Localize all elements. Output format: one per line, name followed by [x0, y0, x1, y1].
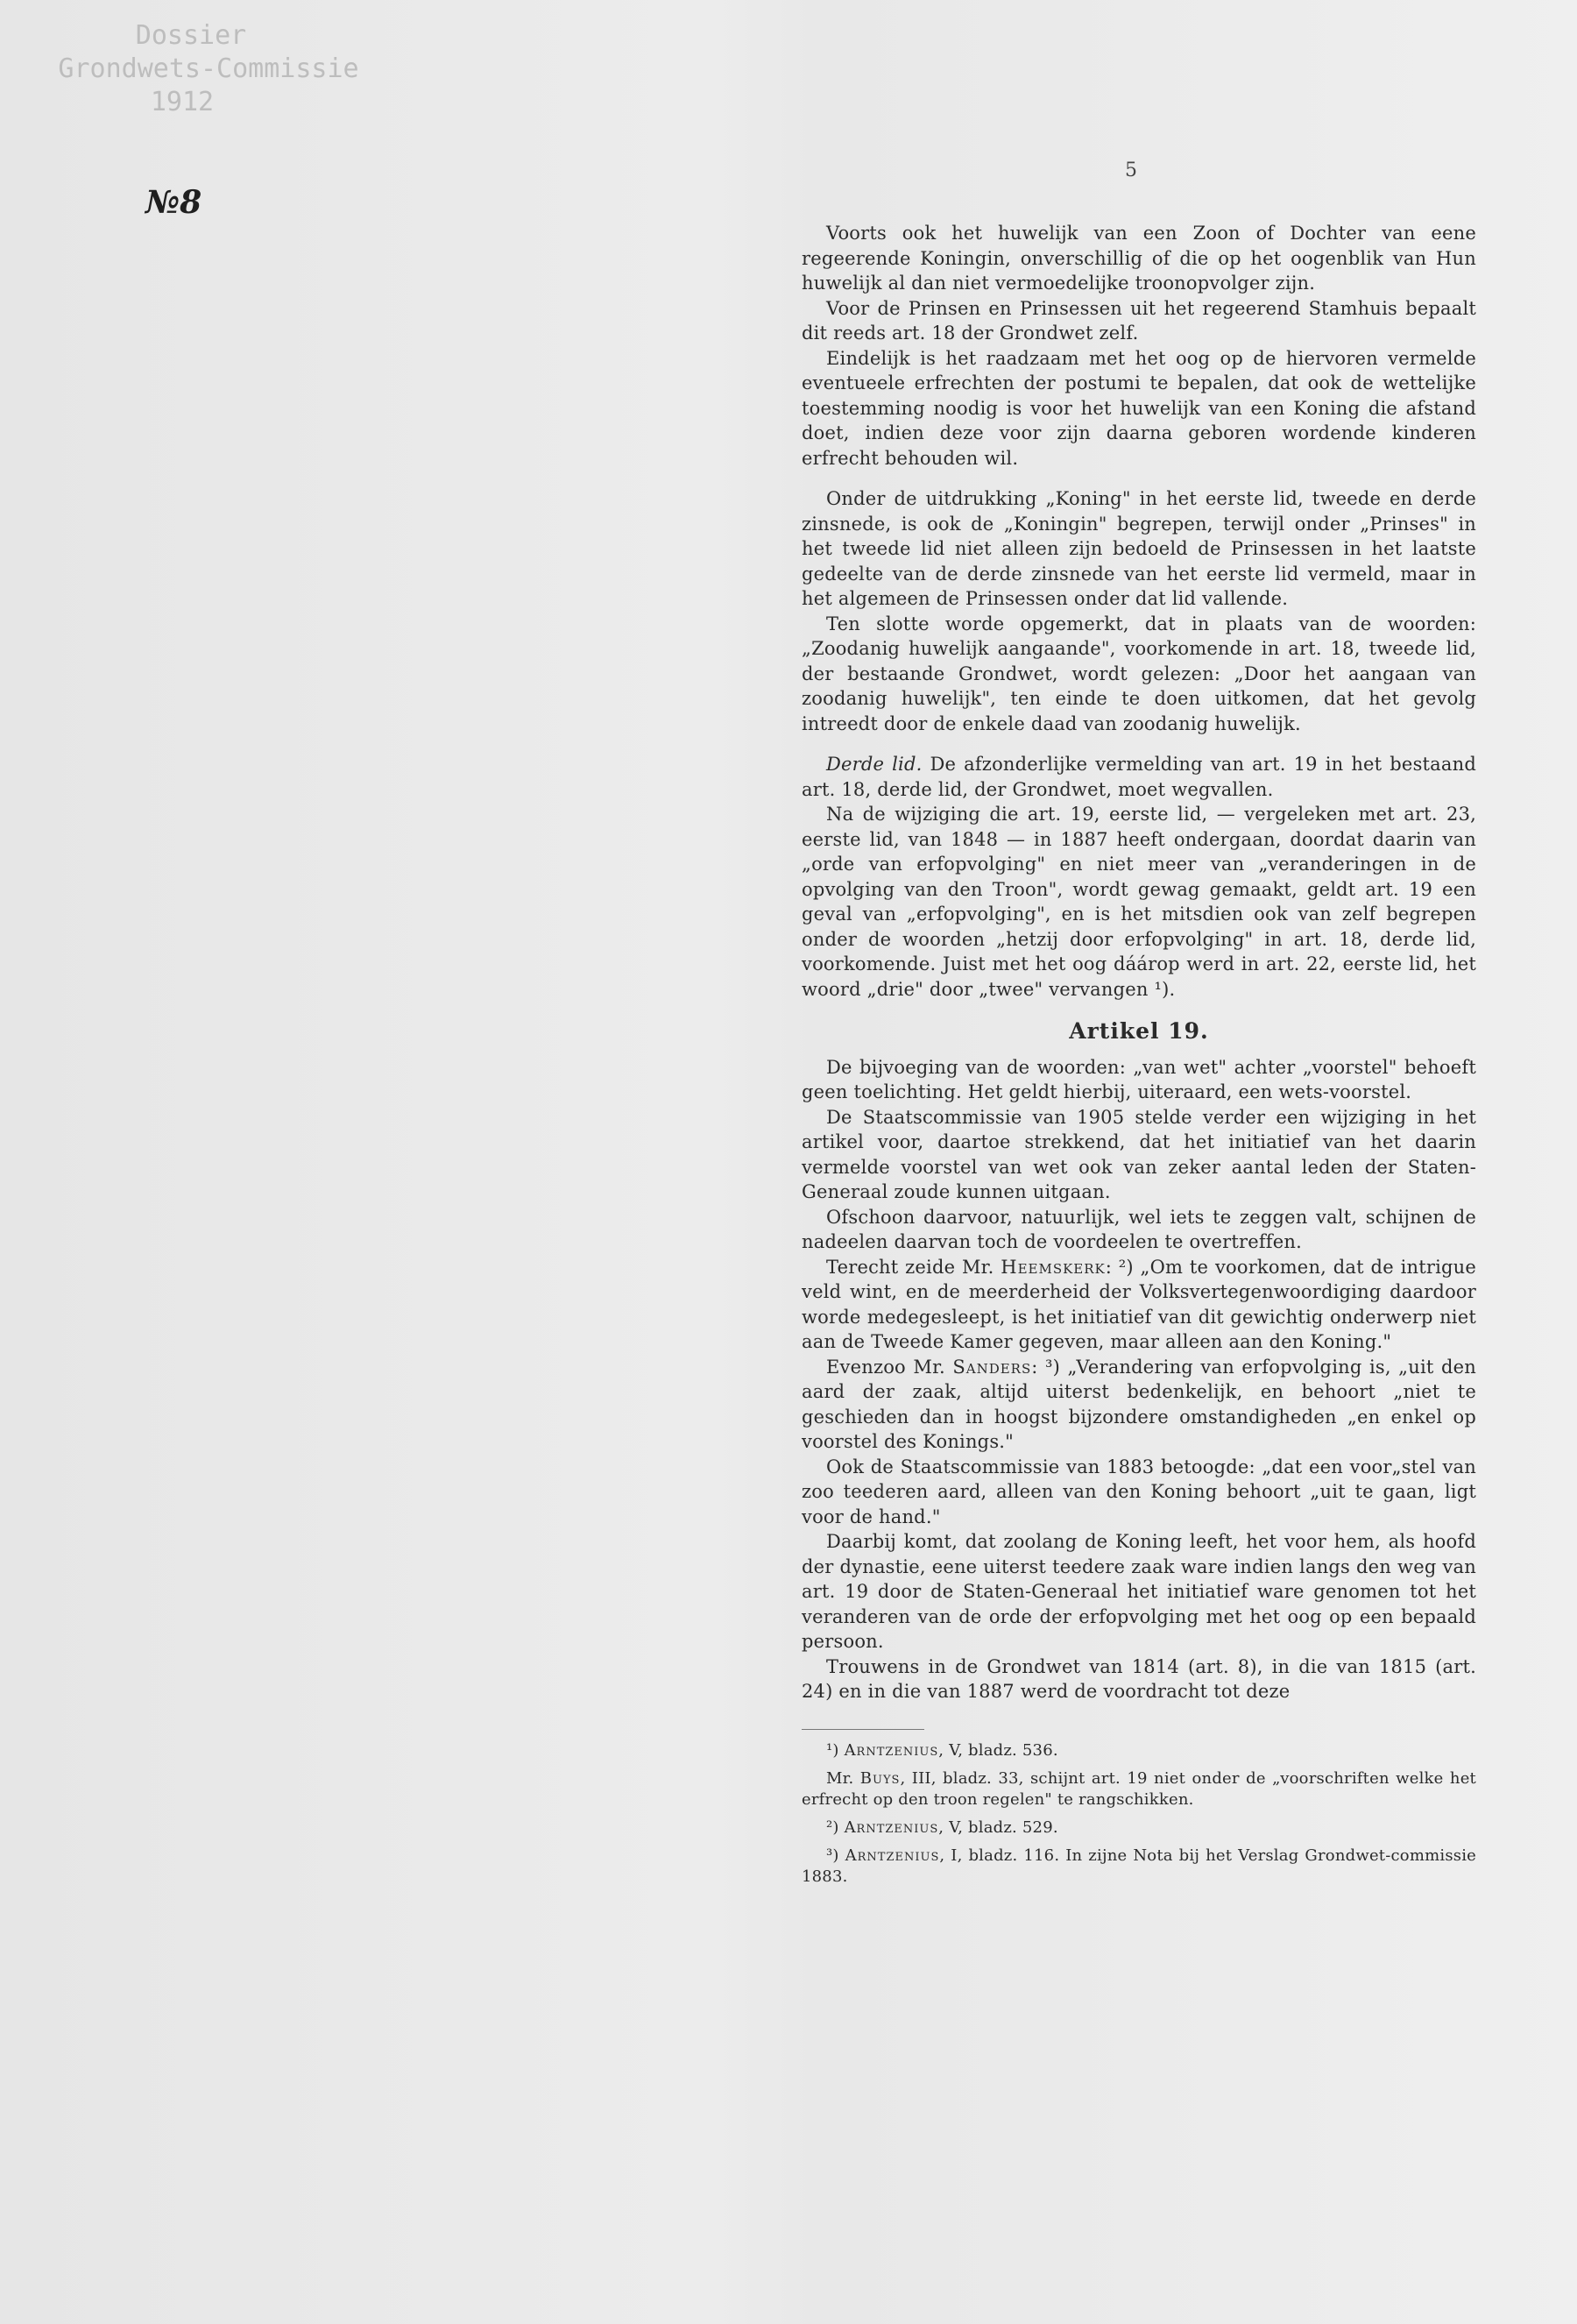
derde-lid-paragraph: [802, 752, 1476, 802]
derde-lid-text: De afzonderlijke vermelding van art. 19 in het bestaand art. 18, derde lid, der Grondwet, moet wegvallen.: [802, 754, 1476, 800]
paragraph: Daarbij komt, dat zoolang de Koning leeft, het voor hem, als hoofd der dynastie, eene uiterst teedere zaak ware indien langs den weg van art. 19 door de Staten-Generaal het initiatief ware genomen tot het veranderen van de orde der erfopvolging met het oog op een bepaald persoon.: [802, 1531, 1476, 1652]
paragraph: Onder de uitdrukking „Koning" in het eerste lid, tweede en derde zinsnede, is ook de „Koningin" begrepen, terwijl onder „Prinses" in het tweede lid niet alleen zijn bedoeld de Prinsessen in het laatste gedeelte van de derde zinsnede van het eerste lid vermeld, maar in het algemeen de Prinsessen onder dat lid vallende.: [802, 488, 1476, 609]
stamp-line-commission: Grondwets-Commissie: [58, 53, 359, 84]
footnote-1: [802, 1740, 1476, 1761]
page-number: 5: [1125, 159, 1137, 181]
paragraph: Eindelijk is het raadzaam met het oog op de hiervoren vermelde eventueele erfrechten der postumi te bepalen, dat ook de wettelijke toestemming noodig is voor het huwelijk van een Koning die afstand doet, indien deze voor zijn daarna geboren wordende kinderen erfrecht behouden wil.: [802, 347, 1476, 469]
paragraph: Na de wijziging die art. 19, eerste lid, — vergeleken met art. 23, eerste lid, van 1848 — in 1887 heeft ondergaan, doordat daarin van „orde van erfopvolging" en niet meer van „veranderingen in de opvolging van den Troon", wordt gewag gemaakt, geldt art. 19 een geval van „erfopvolging", en is het mitsdien ook van zelf begrepen onder de woorden „hetzij door erfopvolging" in art. 18, derde lid, voorkomende. Juist met het oog dáárop werd in art. 22, eerste lid, het woord „drie" door „twee" vervangen ¹).: [802, 804, 1476, 1000]
stamp-line-dossier: Dossier: [135, 20, 247, 51]
author-name: Buys: [859, 1768, 901, 1788]
paragraph: Ten slotte worde opgemerkt, dat in plaats van de woorden: „Zoodanig huwelijk aangaande", voorkomende in art. 18, tweede lid, der bestaande Grondwet, wordt gelezen: „Door het aangaan van zoodanig huwelijk", ten einde te doen uitkomen, dat het gevolg intreedt door de enkele daad van zoodanig huwelijk.: [802, 613, 1476, 734]
article-heading: Artikel 19.: [1069, 1018, 1209, 1044]
sanders-quote-paragraph: [802, 1355, 1476, 1455]
text-run: , III, bladz. 33, schijnt art. 19 niet onder de „voorschriften welke het erfrecht op den troon regelen" te rangschikken.: [802, 1768, 1476, 1809]
footnote-2: [802, 1817, 1476, 1839]
heemskerk-quote-paragraph: [802, 1255, 1476, 1355]
paragraph: Ofschoon daarvoor, natuurlijk, wel iets te zeggen valt, schijnen de nadeelen daarvan toch de voordeelen te overtreffen.: [802, 1206, 1476, 1252]
text-run: : ²) „Om te voorkomen, dat de intrigue veld wint, en de meerderheid der Volksvertegenwoordiging daardoor worde medegesleept, is het initiatief van dit gewichtig onderwerp niet aan de Tweede Kamer gegeven, maar alleen aan den Koning.": [802, 1256, 1477, 1352]
author-name: Heemskerk: [1001, 1256, 1106, 1278]
text-run: , I, bladz. 116. In zijne Nota bij het Verslag Grondwet-commissie 1883.: [802, 1846, 1477, 1886]
author-name: Arntzenius: [844, 1740, 939, 1760]
text-run: Terecht zeide Mr.: [826, 1256, 1001, 1278]
footnote-1b: [802, 1768, 1476, 1810]
text-run: : ³) „Verandering van erfopvolging is, „uit den aard der zaak, altijd uiterst bedenkelijk, en behoort „niet te geschieden dan in hoogst bijzondere omstandigheden „en enkel op voorstel des Konings.": [802, 1356, 1477, 1452]
dossier-number: №8: [145, 184, 202, 221]
footnotes: [802, 1740, 1476, 1888]
text-run: , V, bladz. 529.: [938, 1817, 1058, 1837]
author-name: Arntzenius: [844, 1817, 939, 1837]
text-column: [802, 221, 1476, 1895]
author-name: Arntzenius: [845, 1846, 940, 1865]
paragraph: Trouwens in de Grondwet van 1814 (art. 8), in die van 1815 (art. 24) en in die van 1887 werd de voordracht tot deze: [802, 1655, 1476, 1702]
footnote-divider: [802, 1729, 924, 1730]
text-run: Mr.: [826, 1768, 860, 1788]
text-run: , V, bladz. 536.: [938, 1740, 1058, 1760]
archive-stamp: [25, 19, 392, 119]
footnote-mark: ¹): [826, 1740, 839, 1760]
author-name: Sanders: [952, 1356, 1032, 1378]
paragraph: De bijvoeging van de woorden: „van wet" achter „voorstel" behoeft geen toelichting. Het geldt hierbij, uiteraard, een wets-voorstel.: [802, 1056, 1476, 1102]
derde-lid-label: Derde lid.: [826, 754, 923, 775]
paragraph: Ook de Staatscommissie van 1883 betoogde: „dat een voor„stel van zoo teederen aard, alleen van den Koning behoort „uit te gaan, ligt voor de hand.": [802, 1456, 1476, 1527]
stamp-line-year: 1912: [150, 87, 215, 117]
text-run: Evenzoo Mr.: [826, 1356, 953, 1378]
footnote-mark: ²): [826, 1817, 839, 1837]
paragraph: Voor de Prinsen en Prinsessen uit het regeerend Stamhuis bepaalt dit reeds art. 18 der Grondwet zelf.: [802, 297, 1476, 344]
footnote-3: [802, 1846, 1476, 1888]
footnote-mark: ³): [826, 1846, 839, 1865]
paragraph: Voorts ook het huwelijk van een Zoon of Dochter van eene regeerende Koningin, onverschillig of die op het oogenblik van Hun huwelijk al dan niet vermoedelijke troonopvolger zijn.: [802, 223, 1476, 294]
paragraph: De Staatscommissie van 1905 stelde verder een wijziging in het artikel voor, daartoe strekkend, dat het initiatief van het daarin vermelde voorstel van wet ook van zeker aantal leden der Staten-Generaal zoude kunnen uitgaan.: [802, 1106, 1476, 1202]
